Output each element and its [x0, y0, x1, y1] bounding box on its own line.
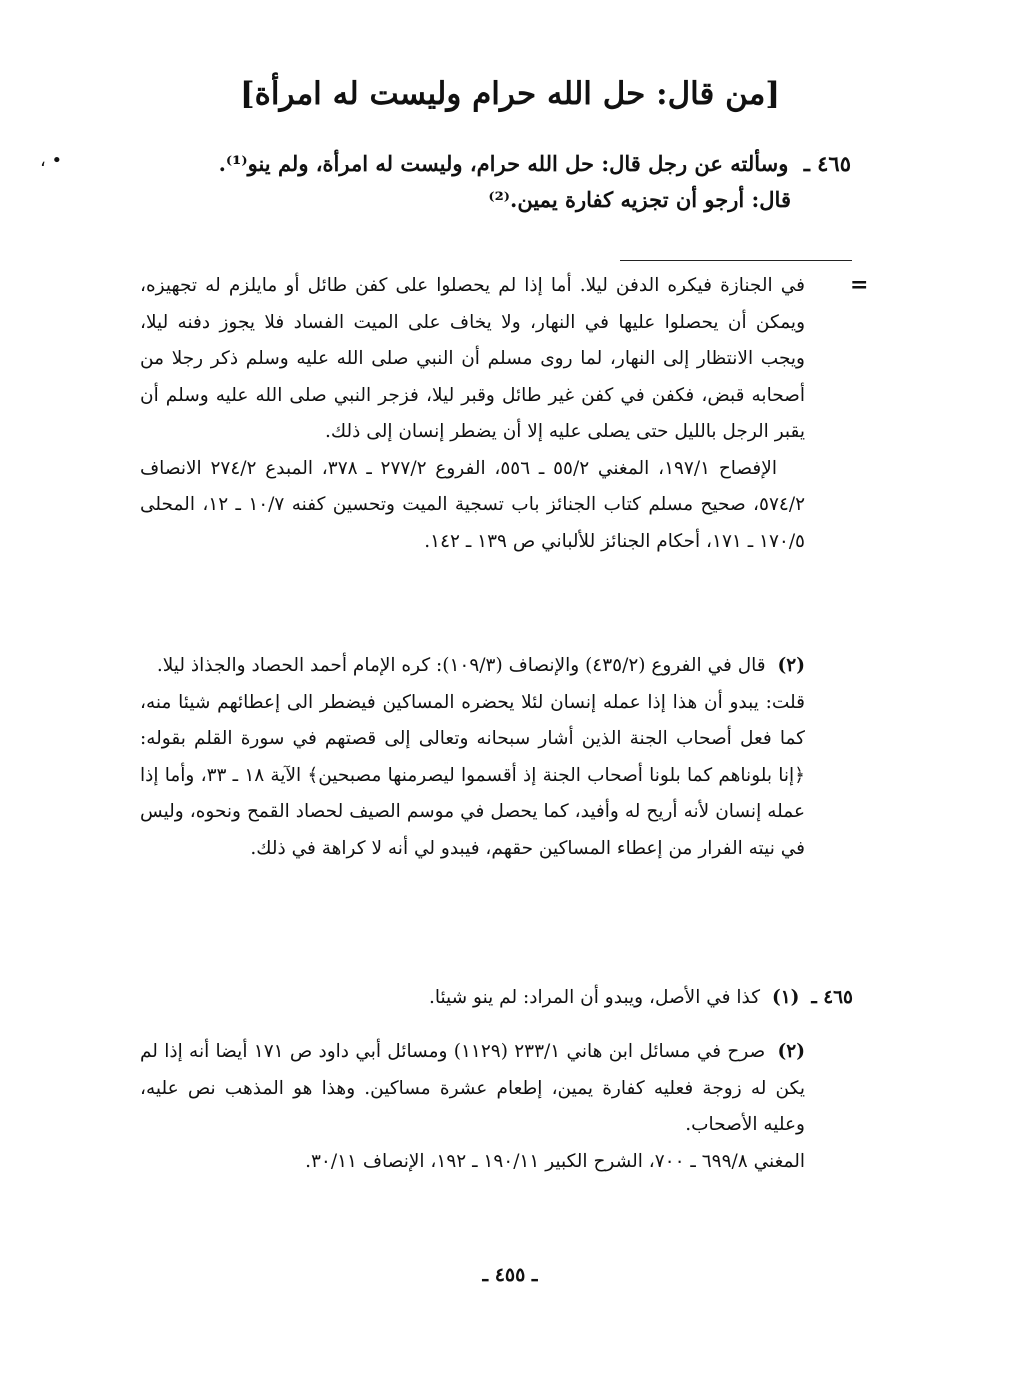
scan-speck: • ، — [40, 150, 63, 171]
entry-number: ٤٦٥ ـ — [803, 151, 851, 176]
entry-question: وسألته عن رجل قال: حل الله حرام، وليست له امرأة، ولم ينو⁽¹⁾. — [218, 151, 789, 176]
footnote-references: الإفصاح ١٩٧/١، المغني ٥٥/٢ ـ ٥٥٦، الفروع ٢٧٧/٢ ـ ٣٧٨، المبدع ٢٧٤/٢ الانصاف ٥٧٤/٢، صحيح مسلم كتاب الجنائز باب تسجية الميت وتحسين كفنه ١٠/٧ ـ ١٢، المحلى ١٧٠/٥ ـ ١٧١، أحكام الجنائز للألباني ص ١٣٩ ـ ١٤٢. — [140, 457, 806, 552]
footnote-2-prev — [140, 648, 805, 867]
footnote-references: المغني ٦٩٩/٨ ـ ٧٠٠، الشرح الكبير ١٩٠/١١ ـ ١٩٢، الإنصاف ٣٠/١١. — [305, 1150, 805, 1172]
footnote-separator — [620, 260, 852, 261]
footnote-text: صرح في مسائل ابن هاني ٢٣٣/١ (١١٢٩) ومسائل أبي داود ص ١٧١ أيضا أنه إذا لم يكن له زوجة فعليه كفارة يمين، إطعام عشرة مساكين. وهذا هو المذهب نص عليه، وعليه الأصحاب. — [140, 1041, 805, 1135]
continuation-mark: = — [850, 272, 869, 298]
footnote-text: قال في الفروع (٤٣٥/٢) والإنصاف (١٠٩/٣): كره الإمام أحمد الحصاد والجذاذ ليلا. — [156, 655, 766, 676]
entry-465 — [151, 146, 851, 218]
footnote-entry-number: ٤٦٥ ـ — [811, 987, 853, 1008]
footnote-commentary: قلت: يبدو أن هذا إذا عمله إنسان لئلا يحضره المساكين فيضطر الى إعطائهم شيئا منه، كما فعل أصحاب الجنة الذين أشار سبحانه وتعالى إلى قصتهم في سورة القلم بقوله: ﴿إنا بلوناهم كما بلونا أصحاب الجنة إذ أقسموا ليصرمنها مصبحين﴾ الآية ١٨ ـ ٣٣، وأما إذا عمله إنسان لأنه أريح له وأفيد، كما يحصل في موسم الصيف لحصاد القمح ونحوه، وليس في نيته الفرار من إعطاء المساكين حقهم، فيبدو لي أنه لا كراهة في ذلك. — [140, 691, 806, 859]
footnote-paragraph: في الجنازة فيكره الدفن ليلا. أما إذا لم يحصلوا على كفن طائل أو مايلزم له تجهيزه، ويمكن أن يحصلوا عليها في النهار، ولا يخاف على الميت الفساد فلا يجوز دفنه ليلا، ويجب الانتظار إلى النهار، لما روى مسلم أن النبي صلى الله عليه وسلم ذكر رجلا من أصحابه قبض، فكفن في كفن غير طائل وقبر ليلا، فزجر النبي صلى الله عليه وسلم أن يقبر الرجل بالليل حتى يصلى عليه إلا أن يضطر إنسان إلى ذلك. — [140, 275, 805, 442]
section-title: [من قال: حل الله حرام وليست له امرأة] — [239, 76, 781, 112]
footnote-2-465 — [140, 1034, 805, 1180]
footnote-number: (٢) — [777, 655, 805, 676]
page-number: ـ ٤٥٥ ـ — [482, 1264, 538, 1286]
footnote-number: (٢) — [777, 1041, 805, 1062]
entry-answer: قال: أرجو أن تجزيه كفارة يمين.⁽²⁾ — [488, 187, 791, 212]
footnote-text: كذا في الأصل، ويبدو أن المراد: لم ينو شيئا. — [428, 987, 761, 1008]
footnote-number: (١) — [771, 987, 800, 1008]
footnote-1-465 — [153, 980, 853, 1016]
footnote-continued — [140, 268, 805, 560]
